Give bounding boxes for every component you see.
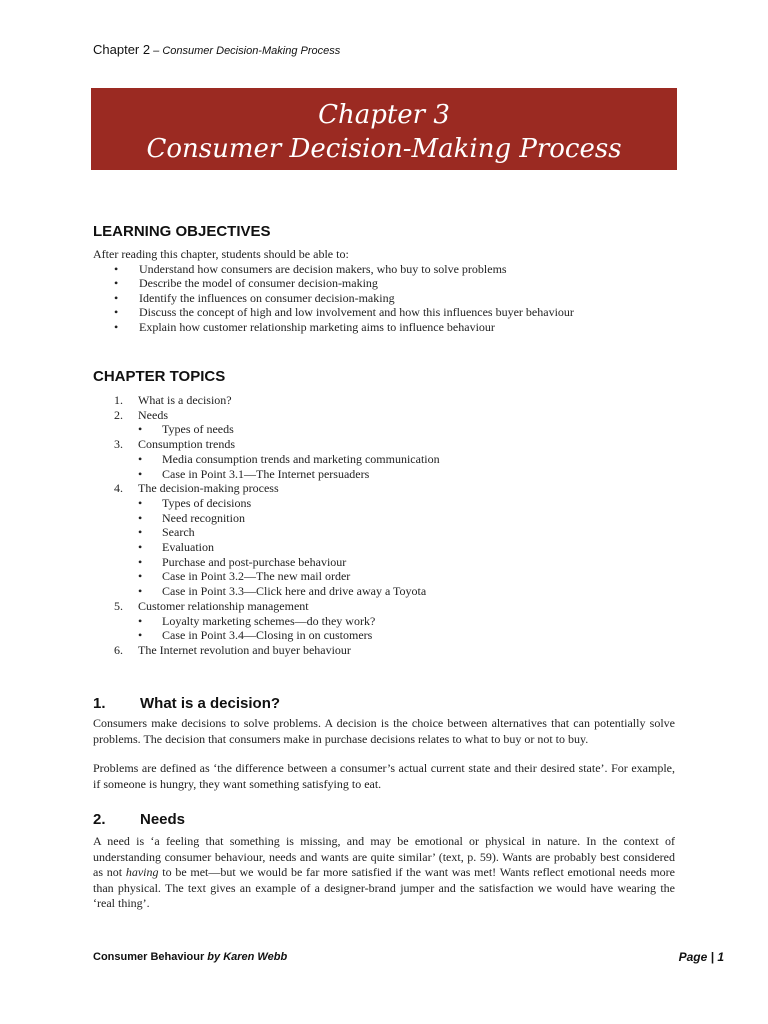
running-head-subtitle: Consumer Decision-Making Process: [162, 45, 341, 57]
topic-subitem: • Case in Point 3.1—The Internet persuaders: [93, 467, 440, 482]
section-2-text-a: A need is ‘a feeling that something is missing, and may be emotional or physical in nature. In the context of understanding consumer behaviour, needs and wants are quite similar’ (text, p. 59). Wants are probably best considered as not: [93, 834, 675, 879]
objective-item: • Understand how consumers are decision makers, who buy to solve problems: [93, 262, 683, 277]
topic-item: [93, 393, 440, 408]
section-1-title: What is a decision?: [140, 695, 281, 712]
page-label: Page: [678, 950, 708, 964]
topic-subitem: • Evaluation: [93, 540, 440, 555]
section-2-title: Needs: [140, 811, 186, 828]
topic-label: The Internet revolution and buyer behaviour: [138, 642, 351, 657]
section-1-heading: [93, 695, 280, 712]
page-separator: |: [707, 950, 718, 964]
running-head-chapter: Chapter 2: [93, 42, 151, 57]
running-head: [93, 42, 340, 57]
topic-subitem: • Case in Point 3.2—The new mail order: [93, 569, 440, 584]
section-1-paragraph-1: Consumers make decisions to solve problems. A decision is the choice between alternatives that can potentially solve problems. The decision that consumers make in purchase decisions relates to what to buy or not to buy.: [93, 716, 675, 746]
page-num: 1: [717, 950, 724, 964]
topic-item: [93, 481, 440, 496]
footer-author: by Karen Webb: [204, 951, 288, 963]
section-2-heading: [93, 811, 185, 828]
section-2-emphasis: having: [125, 865, 159, 879]
page-number: [679, 950, 724, 964]
topic-item: [93, 437, 440, 452]
topic-subitem: • Need recognition: [93, 511, 440, 526]
objective-item: • Explain how customer relationship marketing aims to influence behaviour: [93, 320, 683, 335]
section-2-number: 2.: [93, 811, 106, 828]
topic-number: 6.: [114, 642, 123, 657]
topic-number: 2.: [114, 407, 123, 422]
objectives-block: [93, 247, 683, 334]
objectives-intro: After reading this chapter, students should be able to:: [93, 247, 349, 261]
topic-number: 5.: [114, 598, 123, 613]
section-2-text-b: to be met—but we would be far more satisfied if the want was met! Wants reflect emotional needs more than physical. The text gives an example of a designer-brand jumper and the satisfaction we would have wearing the ‘real thing’.: [93, 865, 675, 910]
topic-subitem: • Case in Point 3.3—Click here and drive away a Toyota: [93, 584, 440, 599]
topics-heading: CHAPTER TOPICS: [93, 368, 226, 385]
topic-label: The decision-making process: [138, 481, 279, 496]
topic-number: 4.: [114, 481, 123, 496]
topic-subitem: • Loyalty marketing schemes—do they work?: [93, 614, 440, 629]
topic-item: [93, 643, 440, 658]
section-2-paragraph-1: [93, 834, 675, 912]
objective-item: • Identify the influences on consumer decision-making: [93, 291, 683, 306]
chapter-title-banner: [91, 88, 677, 170]
objectives-heading: LEARNING OBJECTIVES: [93, 223, 271, 240]
topic-item: [93, 599, 440, 614]
topics-list: [93, 393, 440, 658]
topic-subitem: • Types of needs: [93, 422, 440, 437]
objective-item: • Discuss the concept of high and low involvement and how this influences buyer behaviour: [93, 305, 683, 320]
topic-subitem: • Case in Point 3.4—Closing in on customers: [93, 628, 440, 643]
topic-item: [93, 408, 440, 423]
topic-subitem: • Purchase and post-purchase behaviour: [93, 555, 440, 570]
topic-label: Customer relationship management: [138, 598, 309, 613]
footer-book-title: Consumer Behaviour: [93, 951, 205, 963]
footer-book-credit: [93, 951, 287, 963]
section-1-paragraph-2: Problems are defined as ‘the difference between a consumer’s actual current state and their desired state’. For example, if someone is hungry, they want something satisfying to eat.: [93, 761, 675, 791]
running-head-separator: –: [150, 45, 163, 57]
topic-label: Consumption trends: [138, 437, 236, 452]
topic-subitem: • Types of decisions: [93, 496, 440, 511]
chapter-title: Consumer Decision-Making Process: [146, 134, 622, 164]
objective-item: • Describe the model of consumer decision-making: [93, 276, 683, 291]
section-1-number: 1.: [93, 695, 106, 712]
topic-number: 3.: [114, 437, 123, 452]
topic-number: 1.: [114, 393, 123, 407]
topic-subitem: • Search: [93, 525, 440, 540]
topic-subitem: • Media consumption trends and marketing communication: [93, 452, 440, 467]
topic-label: What is a decision?: [138, 393, 232, 407]
chapter-number: Chapter 3: [318, 100, 450, 130]
topic-label: Needs: [138, 407, 168, 422]
objectives-list: [93, 262, 683, 335]
